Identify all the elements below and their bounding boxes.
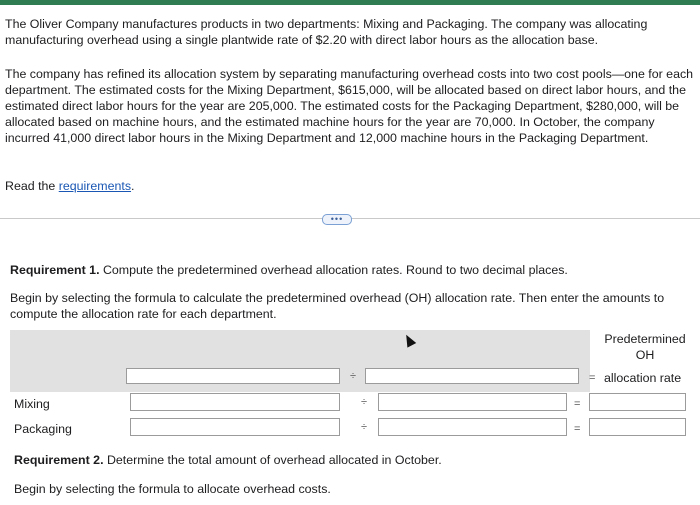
row-label-packaging: Packaging <box>14 422 72 436</box>
top-accent-bar <box>0 0 700 5</box>
result-column-label: allocation rate <box>604 371 682 385</box>
result-column-heading-line1: Predetermined <box>604 332 686 346</box>
result-column-heading-line2: OH <box>635 348 655 362</box>
requirement-2-title <box>14 452 442 468</box>
requirement-2-text: Determine the total amount of overhead allocated in October. <box>103 453 442 467</box>
mixing-rate-input[interactable] <box>589 393 686 411</box>
mixing-divide-symbol: ÷ <box>361 396 368 408</box>
formula-numerator-select[interactable] <box>126 368 340 384</box>
requirement-2-heading: Requirement 2. <box>14 453 104 467</box>
packaging-numerator-input[interactable] <box>130 418 340 436</box>
mixing-equals-symbol: = <box>574 398 581 410</box>
mixing-numerator-input[interactable] <box>130 393 340 411</box>
formula-equals-symbol: = <box>589 372 596 384</box>
mixing-denominator-input[interactable] <box>378 393 567 411</box>
packaging-equals-symbol: = <box>574 423 581 435</box>
packaging-rate-input[interactable] <box>589 418 686 436</box>
requirement-1-text: Compute the predetermined overhead allocation rates. Round to two decimal places. <box>99 263 568 277</box>
packaging-divide-symbol: ÷ <box>361 421 368 433</box>
result-column-heading <box>592 331 698 363</box>
read-suffix: . <box>131 179 135 193</box>
requirement-1-instructions: Begin by selecting the formula to calculate the predetermined overhead (OH) allocation rate. Then enter the amounts to compute the allocation rate for each department. <box>10 291 665 321</box>
requirement-2-instructions: Begin by selecting the formula to allocate overhead costs. <box>14 482 331 496</box>
problem-paragraph-2: The company has refined its allocation system by separating manufacturing overhead costs into two cost pools—one for each department. The estimated costs for the Mixing Department, $615,000, will be allocated based on direct labor hours, and the estimated direct labor hours for the year are 205,000. The estimated costs for the Packaging Department, $280,000, will be allocated based on machine hours, and the estimated machine hours for the year are 70,000. In October, the company incurred 41,000 direct labor hours in the Mixing Department and 12,000 machine hours in the Packaging Department. <box>5 67 694 145</box>
formula-denominator-select[interactable] <box>365 368 579 384</box>
packaging-denominator-input[interactable] <box>378 418 567 436</box>
requirements-link[interactable]: requirements <box>58 179 132 193</box>
requirement-1-heading: Requirement 1. <box>10 263 100 277</box>
row-label-mixing: Mixing <box>14 397 50 411</box>
expand-more-button[interactable]: ••• <box>322 214 352 225</box>
read-prefix: Read the <box>5 179 59 193</box>
requirement-1-title <box>10 262 568 278</box>
formula-divide-symbol: ÷ <box>350 370 357 382</box>
read-requirements-line <box>5 178 695 194</box>
problem-paragraph-1: The Oliver Company manufactures products in two departments: Mixing and Packaging. The company was allocating manufacturing overhead using a single plantwide rate of $2.20 with direct labor hours as the allocation base. <box>5 17 648 47</box>
